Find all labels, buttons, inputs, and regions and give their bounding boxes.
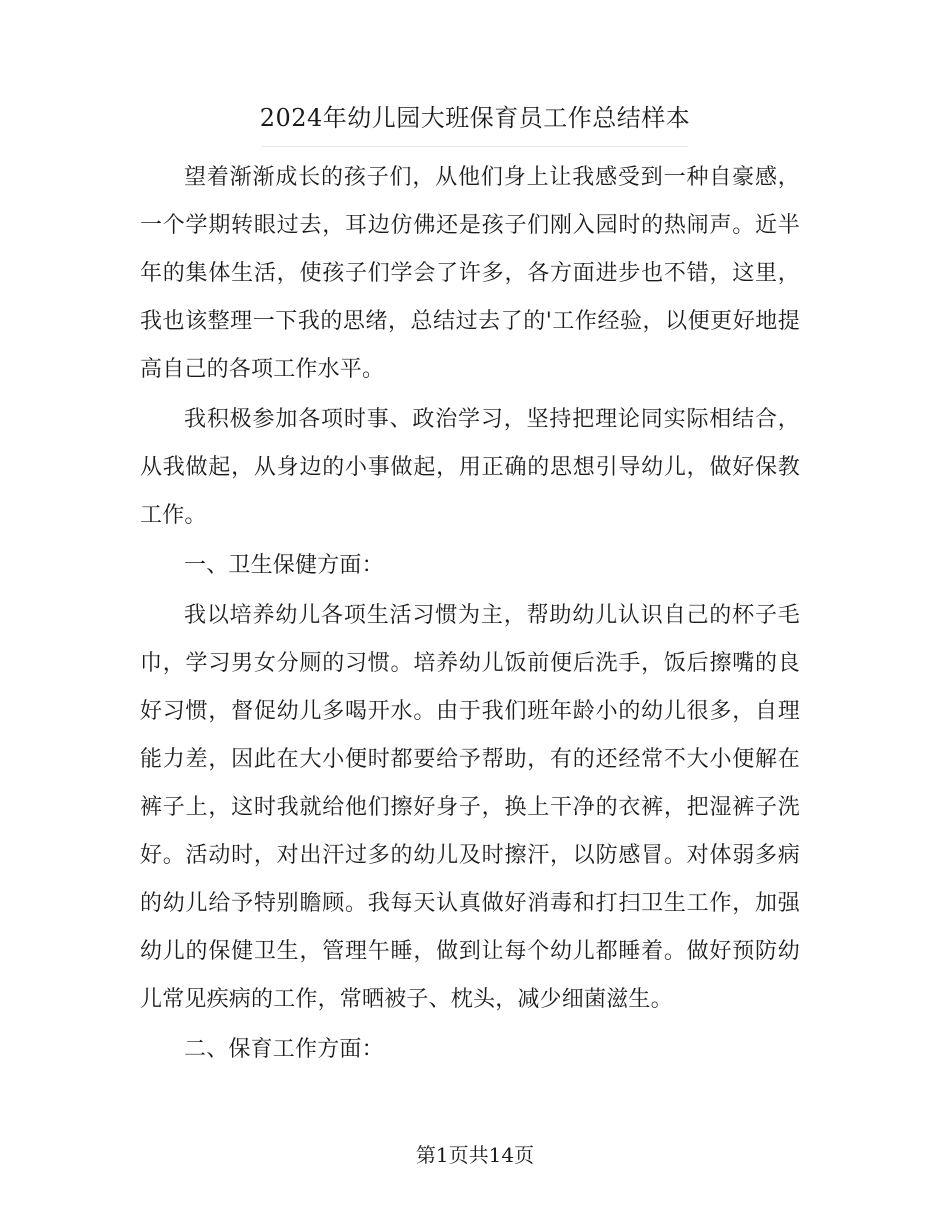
section-heading-hygiene: 一、卫生保健方面： [184,553,384,578]
paragraph-hygiene: 我以培养幼儿各项生活习惯为主，帮助幼儿认识自己的杯子毛巾，学习男女分厕的习惯。培养幼儿饭前便后洗手，饭后擦嘴的良好习惯，督促幼儿多喝开水。由于我们班年龄小的幼儿很多，自理能力差，因此在大小便时都要给予帮助，有的还经常不大小便解在裤子上，这时我就给他们擦好身子，换上干净的衣裤，把湿裤子洗好。活动时，对出汗过多的幼儿及时擦汗，以防感冒。对体弱多病的幼儿给予特别瞻顾。我每天认真做好消毒和打扫卫生工作，加强幼儿的保健卫生，管理午睡，做到让每个幼儿都睡着。做好预防幼儿常见疾病的工作，常晒被子、枕头，减少细菌滋生。 [140,603,800,1012]
title-divider [262,146,688,147]
section-heading-care: 二、保育工作方面： [184,1037,384,1062]
document-body [140,154,800,1076]
paragraph-study: 我积极参加各项时事、政治学习，坚持把理论同实际相结合，从我做起，从身边的小事做起，用正确的思想引导幼儿，做好保教工作。 [140,407,800,528]
page-number-footer: 第1页共14页 [415,1143,535,1167]
paragraph-intro: 望着渐渐成长的孩子们，从他们身上让我感受到一种自豪感，一个学期转眼过去，耳边仿佛还是孩子们刚入园时的热闹声。近半年的集体生活，使孩子们学会了许多，各方面进步也不错，这里，我也该整理一下我的思绪，总结过去了的'工作经验，以便更好地提高自己的各项工作水平。 [140,165,800,382]
document-title: 2024年幼儿园大班保育员工作总结样本 [259,104,691,132]
